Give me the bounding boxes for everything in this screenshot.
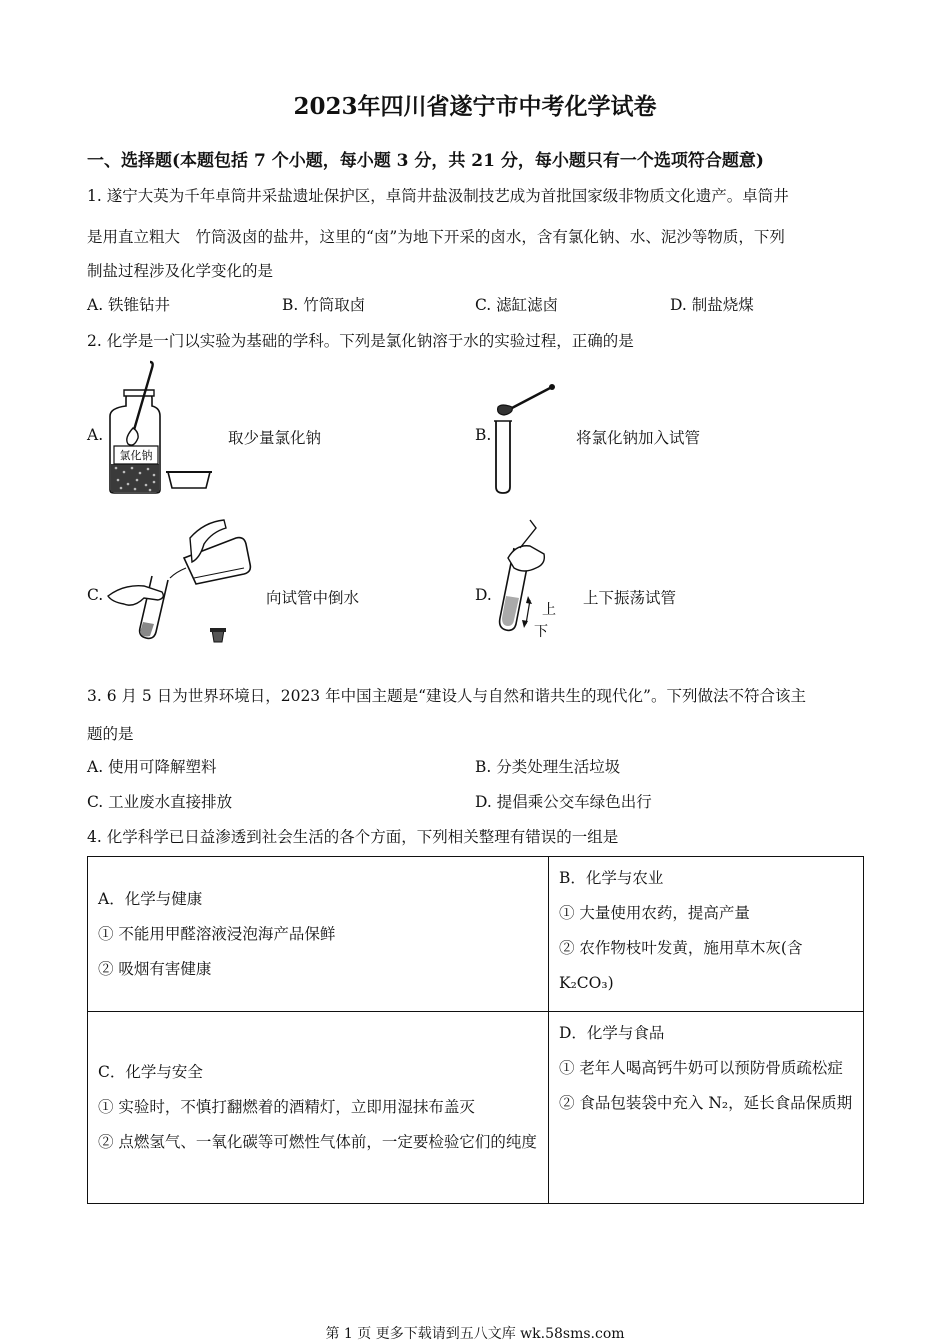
q2-d-letter: D.	[475, 586, 492, 604]
q1-option-a: A. 铁锥钻井	[87, 296, 171, 314]
q4-cell-d	[549, 1012, 864, 1204]
q4-stem: 4. 化学科学已日益渗透到社会生活的各个方面，下列相关整理有错误的一组是	[87, 828, 619, 846]
q2-d-caption: 上下振荡试管	[583, 589, 677, 607]
q1-option-d: D. 制盐烧煤	[670, 296, 754, 314]
q4-b-item-1: ① 大量使用农药，提高产量	[559, 904, 750, 922]
q4-cell-c	[88, 1012, 549, 1204]
q4-table	[87, 856, 864, 1204]
q2-a-caption: 取少量氯化钠	[228, 429, 322, 447]
q4-c-item-2: ② 点燃氢气、一氧化碳等可燃性气体前，一定要检验它们的纯度	[98, 1133, 537, 1151]
q4-d-heading: D．化学与食品	[559, 1024, 665, 1042]
q2-b-caption: 将氯化钠加入试管	[576, 429, 701, 447]
q4-d-item-2: ② 食品包装袋中充入 N₂，延长食品保质期	[559, 1094, 853, 1112]
q4-b-item-2-cont: K₂CO₃)	[559, 974, 614, 992]
q1-line-1: 1. 遂宁大英为千年卓筒井采盐遗址保护区，卓筒井盐汲制技艺成为首批国家级非物质文化遗产。卓筒井	[87, 187, 789, 205]
q4-cell-b	[549, 857, 864, 1012]
q2-stem: 2. 化学是一门以实验为基础的学科。下列是氯化钠溶于水的实验过程，正确的是	[87, 332, 634, 350]
page-footer: 第 1 页 更多下载请到五八文库 wk.58sms.com	[325, 1326, 625, 1342]
section-heading: 一、选择题(本题包括 7 个小题，每小题 3 分，共 21 分，每小题只有一个选项符合题意)	[87, 151, 764, 171]
shake-tube-illustration	[494, 518, 562, 640]
q4-b-heading: B．化学与农业	[559, 869, 664, 887]
q1-option-b: B. 竹筒取卤	[282, 296, 366, 314]
q4-a-item-2: ② 吸烟有害健康	[98, 959, 212, 978]
q2-c-letter: C.	[87, 586, 104, 604]
q1-option-c: C. 滤缸滤卤	[475, 296, 559, 314]
pour-water-illustration	[104, 518, 254, 648]
q4-cell-a	[88, 857, 549, 1012]
q4-c-heading: C．化学与安全	[98, 1063, 203, 1081]
q4-a-heading: A．化学与健康	[98, 889, 203, 908]
q4-b-item-2: ② 农作物枝叶发黄，施用草木灰(含	[559, 939, 803, 957]
test-tube-spoon-illustration	[490, 383, 560, 495]
q2-c-caption: 向试管中倒水	[266, 589, 360, 607]
jar-label: 氯化钠	[119, 449, 153, 462]
q3-option-c: C. 工业废水直接排放	[87, 793, 233, 811]
down-label: 下	[534, 624, 548, 640]
q3-option-a: A. 使用可降解塑料	[87, 758, 217, 776]
q3-line-1: 3. 6 月 5 日为世界环境日，2023 年中国主题是“建设人与自然和谐共生的现代化”。下列做法不符合该主	[87, 687, 806, 705]
q2-a-letter: A.	[87, 426, 104, 444]
q3-option-d: D. 提倡乘公交车绿色出行	[475, 793, 652, 811]
up-label: 上	[542, 602, 556, 618]
q1-line-3: 制盐过程涉及化学变化的是	[87, 262, 274, 280]
q2-b-letter: B.	[475, 426, 492, 444]
q4-c-item-1: ① 实验时，不慎打翻燃着的酒精灯，立即用湿抹布盖灭	[98, 1098, 475, 1116]
reagent-jar-illustration	[104, 360, 220, 496]
q4-d-item-1: ① 老年人喝高钙牛奶可以预防骨质疏松症	[559, 1059, 843, 1077]
q3-line-2: 题的是	[87, 725, 134, 743]
q3-option-b: B. 分类处理生活垃圾	[475, 758, 621, 776]
q4-a-item-1: ① 不能用甲醛溶液浸泡海产品保鲜	[98, 924, 336, 943]
page-title: 2023年四川省遂宁市中考化学试卷	[293, 93, 657, 120]
q1-line-2: 是用直立粗大 竹筒汲卤的盐井，这里的“卤”为地下开采的卤水，含有氯化钠、水、泥沙等物质，下列	[87, 228, 785, 246]
